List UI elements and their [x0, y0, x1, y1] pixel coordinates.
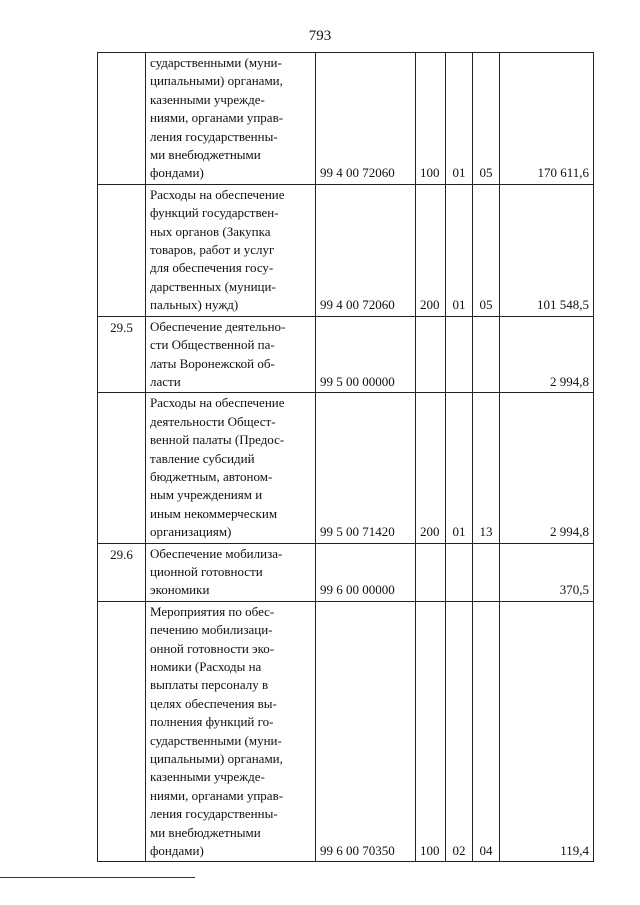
expense-type-code: 100: [416, 601, 446, 862]
subsection-code: [473, 543, 500, 601]
subsection-code: 05: [473, 184, 500, 316]
section-code: 01: [446, 393, 473, 543]
row-number: [98, 601, 146, 862]
subsection-code: [473, 316, 500, 393]
amount: 2 994,8: [500, 316, 594, 393]
budget-table: [97, 52, 594, 862]
footnote-divider: [0, 877, 195, 878]
target-article-code: 99 5 00 71420: [316, 393, 416, 543]
page-number: 793: [308, 28, 332, 44]
expense-type-code: [416, 316, 446, 393]
subsection-code: 04: [473, 601, 500, 862]
expense-name: Мероприятия по обес- печению мобилизаци- онной готовности эко- номики (Расходы на выплаты персоналу в целях обеспечения вы- полнения функций го- сударственными (муни- ципальными) органами, казенными учрежде- ниями, органами управ- ления государственны- ми внебюджетными фондами): [146, 601, 316, 862]
section-code: [446, 543, 473, 601]
amount: 2 994,8: [500, 393, 594, 543]
table-row: [98, 601, 594, 862]
section-code: 01: [446, 53, 473, 185]
expense-name: Обеспечение мобилиза- ционной готовности экономики: [146, 543, 316, 601]
expense-name: Расходы на обеспечение функций государствен- ных органов (Закупка товаров, работ и услуг для обеспечения госу- дарственных (муници- пальных) нужд): [146, 184, 316, 316]
amount: 101 548,5: [500, 184, 594, 316]
expense-name: Обеспечение деятельно- сти Общественной па- латы Воронежской об- ласти: [146, 316, 316, 393]
expense-name: Расходы на обеспечение деятельности Общест- венной палаты (Предос- тавление субсидий бюджетным, автоном- ным учреждениям и иным некоммерческим организациям): [146, 393, 316, 543]
table-row: [98, 543, 594, 601]
target-article-code: 99 5 00 00000: [316, 316, 416, 393]
row-number: [98, 53, 146, 185]
table-row: [98, 316, 594, 393]
section-code: [446, 316, 473, 393]
table-row: [98, 184, 594, 316]
subsection-code: 05: [473, 53, 500, 185]
expense-type-code: 200: [416, 393, 446, 543]
amount: 119,4: [500, 601, 594, 862]
table-row: [98, 53, 594, 185]
target-article-code: 99 6 00 70350: [316, 601, 416, 862]
budget-table-body: [98, 53, 594, 862]
expense-type-code: [416, 543, 446, 601]
section-code: 02: [446, 601, 473, 862]
amount: 170 611,6: [500, 53, 594, 185]
expense-name: сударственными (муни- ципальными) органами, казенными учрежде- ниями, органами управ- ления государственны- ми внебюджетными фондами): [146, 53, 316, 185]
target-article-code: 99 4 00 72060: [316, 184, 416, 316]
row-number: 29.6: [98, 543, 146, 601]
table-row: [98, 393, 594, 543]
row-number: [98, 393, 146, 543]
row-number: [98, 184, 146, 316]
amount: 370,5: [500, 543, 594, 601]
section-code: 01: [446, 184, 473, 316]
target-article-code: 99 4 00 72060: [316, 53, 416, 185]
row-number: 29.5: [98, 316, 146, 393]
target-article-code: 99 6 00 00000: [316, 543, 416, 601]
subsection-code: 13: [473, 393, 500, 543]
expense-type-code: 100: [416, 53, 446, 185]
expense-type-code: 200: [416, 184, 446, 316]
